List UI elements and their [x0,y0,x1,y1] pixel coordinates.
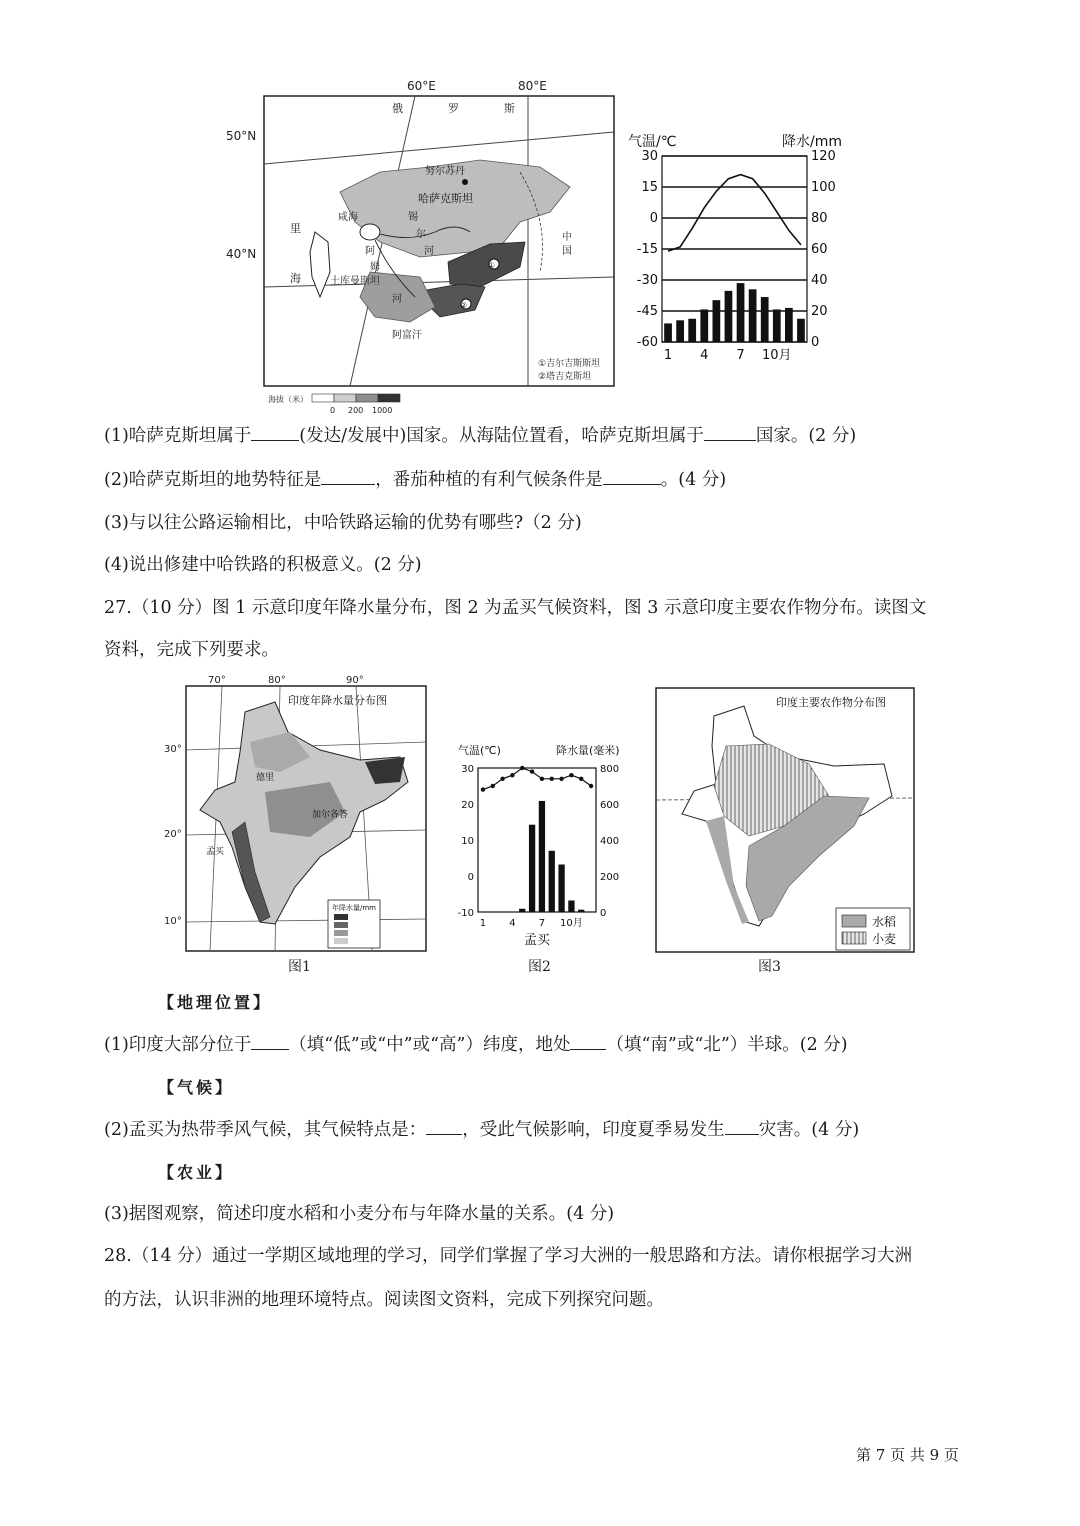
q26-2-blank-b[interactable] [603,468,661,485]
fig3-caption: 图3 [758,959,781,975]
place-si: 斯 [504,102,515,115]
q27-1-blank-b[interactable] [570,1033,606,1050]
q26-2 [104,467,726,493]
ytick-left: -45 [636,304,658,319]
place-hai: 海 [290,272,301,285]
xtick: 1 [479,918,487,929]
q26-1 [104,423,856,449]
fig3-title: 印度主要农作物分布图 [776,696,886,709]
temperature-point [520,766,524,770]
precip-bar [725,291,733,342]
elev-tick-200: 200 [348,406,364,415]
place-aral: 咸海 [338,212,358,223]
q26-1-blank-b[interactable] [704,424,756,441]
q27-1 [104,1032,848,1058]
temperature-point [550,777,554,781]
q26-1-blank-a[interactable] [251,424,299,441]
fig1-lon-90: 90° [346,675,364,686]
fig1-lon-70: 70° [208,675,226,686]
section-location: 【地理位置】 [158,993,273,1012]
ytick-left: -30 [636,273,658,288]
place-mu: 姆 [370,262,380,273]
q27-2-mid: ，受此气候影响，印度夏季易发生 [462,1120,725,1140]
temperature-point [500,777,504,781]
precip-bar [797,319,805,342]
temperature-point [481,787,485,791]
precip-bar [664,323,672,342]
temperature-point [559,777,563,781]
temperature-point [579,777,583,781]
fig2-city: 孟买 [524,933,551,948]
fig1-lat-10: 10° [164,916,182,927]
q27-1-blank-a[interactable] [251,1033,289,1050]
xtick: 7 [538,918,546,929]
precip-bar [539,801,545,912]
section-climate: 【气候】 [158,1078,235,1097]
ytick-right: 40 [811,273,828,288]
fig2-mumbai-climate-chart [446,738,642,948]
q26-1-pre: (1)哈萨克斯坦属于 [104,426,252,446]
temperature-point [491,784,495,788]
precip-bar [713,300,721,342]
ytick-left: 0 [467,872,474,883]
precip-bar [773,309,781,342]
fig1-legend-title: 年降水量/mm [332,904,376,912]
ytick-left: 30 [641,149,658,164]
precip-bar [588,911,594,912]
place-turkmenistan: 土库曼斯坦 [330,276,380,287]
xtick: 10月 [560,918,583,929]
place-zhong: 中 [562,232,572,243]
xtick: 7 [736,348,745,363]
fig2-ylabel-right: 降水量(毫米) [556,744,620,757]
fig1-lon-80: 80° [268,675,286,686]
fig2-ylabel-left: 气温(℃) [458,744,501,757]
precip-bar [558,864,564,912]
precip-bar [749,289,757,342]
q27-intro-line2: 资料，完成下列要求。 [104,640,279,660]
place-he1: 河 [424,246,434,257]
ytick-right: 60 [811,242,828,257]
plot-frame [478,768,596,912]
q27-2-pre: (2)孟买为热带季风气候，其气候特点是： [104,1120,427,1140]
q26-3: (3)与以往公路运输相比，中哈铁路运输的优势有哪些?（2 分) [104,513,582,533]
q27-1-post: （填“南”或“北”）半球。(2 分) [606,1035,848,1055]
elev-tick-0: 0 [330,406,336,415]
place-nursultan: 努尔苏丹 [425,166,465,177]
ytick-left: -15 [636,242,658,257]
q27-intro-line1: 27.（10 分）图 1 示意印度年降水量分布，图 2 为孟买气候资料，图 3 示意印度主要农作物分布。读图文 [104,598,927,618]
lon-label-60: 60°E [407,79,436,93]
ytick-left: 30 [461,764,474,775]
ytick-right: 800 [600,764,620,775]
fig1-place-mumbai: 孟买 [206,847,225,857]
q27-2-blank-b[interactable] [725,1118,759,1135]
place-xi: 锡 [408,212,418,223]
central-asia-map [220,72,620,417]
temperature-point [540,777,544,781]
place-a: 阿 [365,246,375,257]
ytick-right: 100 [811,180,836,195]
place-kazakhstan: 哈萨克斯坦 [418,192,473,205]
temperature-line [483,768,591,790]
ytick-right: 0 [600,908,607,919]
lat-label-40: 40°N [226,247,257,261]
q26-2-post: 。(4 分) [660,470,727,490]
q27-2-blank-a[interactable] [426,1118,462,1135]
temperature-line [668,175,801,251]
temperature-point [589,784,593,788]
xtick: 10月 [762,348,792,363]
q27-3: (3)据图观察，简述印度水稻和小麦分布与年降水量的关系。(4 分) [104,1204,615,1224]
place-er: 尔 [416,229,426,240]
fig1-title: 印度年降水量分布图 [288,694,387,707]
fig3-legend-wheat: 小麦 [872,932,897,946]
fig2-caption: 图2 [528,959,551,975]
fig1-lat-20: 20° [164,829,182,840]
ytick-right: 20 [811,304,828,319]
cc1-ylabel-left: 气温/℃ [628,134,677,150]
precip-bar [676,320,684,342]
xtick: 1 [663,348,673,363]
q27-1-pre: (1)印度大部分位于 [104,1035,252,1055]
fig3-legend-rice: 水稻 [872,915,897,929]
fig1-lat-30: 30° [164,744,182,755]
lon-label-80: 80°E [518,79,547,93]
elev-tick-1000: 1000 [372,406,393,415]
place-he2: 河 [392,294,402,305]
place-afghanistan: 阿富汗 [392,330,422,341]
q26-2-pre: (2)哈萨克斯坦的地势特征是 [104,470,322,490]
fig1-place-kolkata: 加尔各答 [312,810,349,820]
ytick-right: 120 [811,149,836,164]
precip-bar [761,297,769,342]
precip-bar [688,319,696,342]
fig3-india-crops-map [654,686,916,954]
q26-4: (4)说出修建中哈铁路的积极意义。(2 分) [104,555,422,575]
fig1-caption: 图1 [288,959,311,975]
xtick: 4 [509,918,516,929]
precip-bar [700,309,708,342]
q26-2-mid: ，番茄种植的有利气候条件是 [375,470,603,490]
temperature-point [510,773,514,777]
precip-bar [737,283,745,342]
ytick-left: 15 [641,180,658,195]
fig1-place-delhi: 德里 [256,773,275,783]
page-footer: 第 7 页 共 9 页 [856,1446,959,1464]
precip-bar [519,909,525,912]
q27-2-post: 灾害。(4 分) [758,1120,860,1140]
place-e: 俄 [392,102,403,115]
place-guo: 国 [562,246,572,257]
precip-bar [578,910,584,912]
xtick: 4 [700,348,709,363]
ytick-left: -60 [636,335,658,350]
precip-bar [549,851,555,912]
ytick-right: 0 [811,335,820,350]
place-luo: 罗 [448,102,459,115]
climate-chart-kazakhstan [622,128,862,373]
precip-bar [568,900,574,912]
place-li: 里 [290,222,301,235]
lat-label-50: 50°N [226,129,257,143]
ytick-left: 20 [461,800,474,811]
marker-2: ② [460,301,468,310]
ytick-left: 10 [461,836,474,847]
fig1-india-rainfall-map [160,672,432,962]
ytick-right: 200 [600,872,620,883]
q26-1-mid: (发达/发展中)国家。从海陆位置看，哈萨克斯坦属于 [299,426,704,446]
ytick-left: -10 [457,908,474,919]
q28-line1: 28.（14 分）通过一学期区域地理的学习，同学们掌握了学习大洲的一般思路和方法。请你根据学习大洲 [104,1246,913,1266]
ytick-left: 0 [649,211,658,226]
legend-tajikistan: ②塔吉克斯坦 [538,372,592,382]
precip-bar [785,308,793,342]
elev-legend-title: 海拔（米） [268,395,308,404]
temperature-point [569,773,573,777]
cc1-ylabel-right: 降水/mm [782,134,842,150]
legend-kyrgyzstan: ①吉尔吉斯斯坦 [538,359,601,369]
q27-1-mid: （填“低”或“中”或“高”）纬度，地处 [289,1035,571,1055]
ytick-right: 80 [811,211,828,226]
q26-1-post: 国家。(2 分) [755,426,857,446]
ytick-right: 400 [600,836,620,847]
temperature-point [530,769,534,773]
q27-2 [104,1117,859,1143]
marker-1: ① [488,261,496,270]
q26-2-blank-a[interactable] [321,468,375,485]
ytick-right: 600 [600,800,620,811]
precip-bar [529,825,535,912]
q28-line2: 的方法，认识非洲的地理环境特点。阅读图文资料，完成下列探究问题。 [104,1290,664,1310]
section-agriculture: 【农业】 [158,1163,235,1182]
